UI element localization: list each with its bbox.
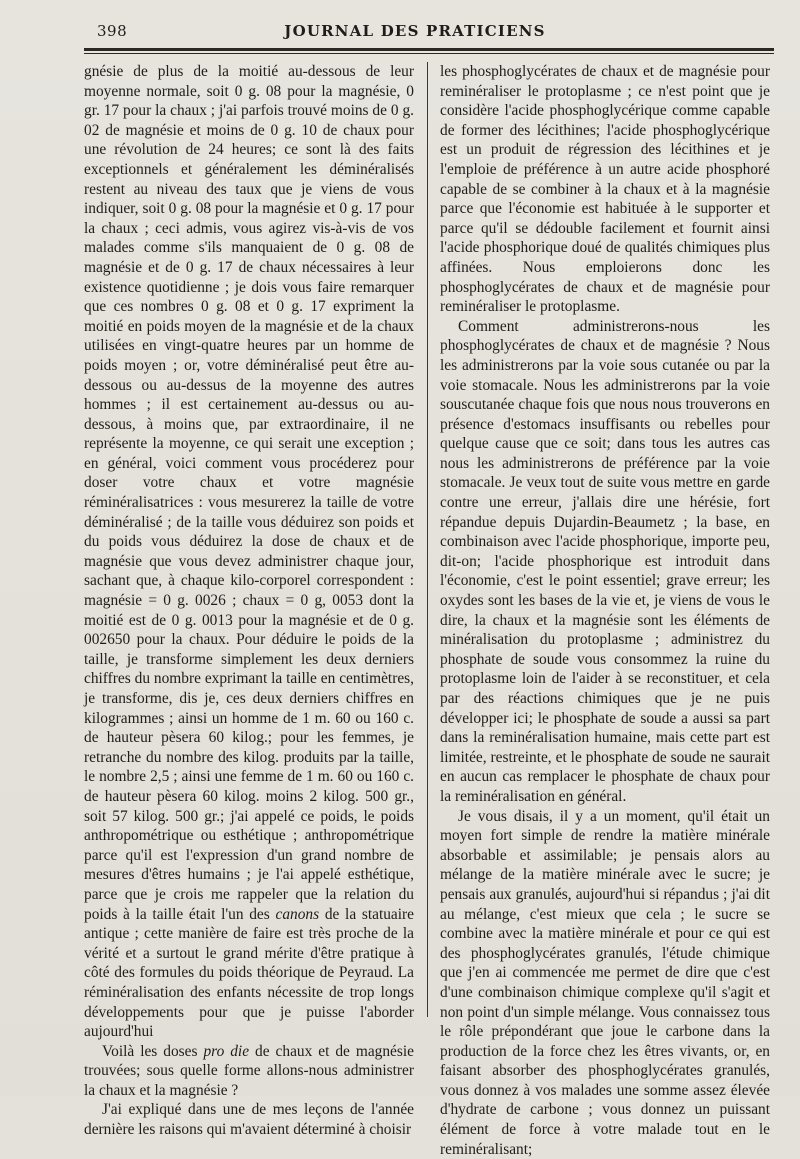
header-rule-thick — [84, 48, 774, 51]
right-paragraph-2: Comment administrerons-nous les phosphoglycérates de chaux et de magnésie ? Nous les administrerons par la voie sous cutanée ou par la voie stomacale. Nous les administrerons par la voie souscutanée chaque fois que nous nous trouverons en présence d'estomacs insuffisants ou rebelles pour quelque cause que ce soit; dans tous les autres cas nous les administrerons de préférence par la voie stomacale. Je veux tout de suite vous mettre en garde contre une erreur, j'allais dire une hérésie, fort répandue depuis Dujardin-Beaumetz ; la base, en combinaison avec l'acide phosphorique, importe peu, dit-on; l'acide phosphorique est introduit dans l'économie, c'est le point essentiel; grave erreur; les oxydes sont les bases de la vie et, je viens de vous le dire, la chaux et la magnésie sont les éléments de minéralisation du protoplasme ; administrez du phosphate de soude vous consommez la ruine du protoplasme loin de l'aider à se reconstituer, et cela par des réactions chimiques que je ne puis développer ici; le phosphate de soude a aussi sa part dans la reminéralisation humaine, mais cette part est limitée, restreinte, et le phosphate de soude ne saurait en aucun cas remplacer le phosphate de chaux pour la reminéralisation en général. — [440, 317, 770, 805]
left-p1-emphasis: canons — [275, 905, 320, 923]
left-p2-emphasis: pro die — [203, 1042, 250, 1060]
page-header — [0, 18, 800, 48]
right-paragraph-1: les phosphoglycérates de chaux et de magnésie pour reminéraliser le protoplasme ; ce n'est point que je considère l'acide phosphoglycérique comme capable de former des lécithines; l'acide phosphoglycérique est un produit de régression des lécithines et je l'emploie de préférence à un autre acide phosphoré capable de se combiner à la chaux et à la magnésie parce que l'économie est habituée à le supporter et parce qu'il se dédouble facilement et fournit ainsi l'acide phosphorique doué de qualités chimiques plus affinées. Nous emploierons donc les phosphoglycérates de chaux et de magnésie pour reminéraliser le protoplasme. — [440, 63, 770, 316]
left-paragraph-1 — [84, 62, 414, 1042]
left-paragraph-3: J'ai expliqué dans une de mes leçons de l'année dernière les raisons qui m'avaient déterminé à choisir — [84, 1101, 414, 1139]
left-column — [84, 62, 414, 1139]
page-number: 398 — [97, 22, 128, 40]
header-rule-thin — [84, 53, 774, 54]
right-column — [440, 62, 770, 1158]
left-p1-text: gnésie de plus de la moitié au-dessous de leur moyenne normale, soit 0 g. 08 pour la magnésie, 0 gr. 17 pour la chaux ; j'ai parfois trouvé moins de 0 g. 02 de magnésie et moins de 0 g. 10 de chaux pour une révolution de 24 heures; ce sont là des faits exceptionnels et généralement les déminéralisés restent au niveau des taux que je viens de vous indiquer, soit 0 g. 08 pour la magnésie et 0 g. 17 pour la chaux ; ceci admis, vous agirez vis-à-vis de vos malades comme s'ils manquaient de 0 g. 08 de magnésie et de 0 g. 17 de chaux nécessaires à leur existence quotidienne ; je dois vous faire remarquer que ces nombres 0 g. 08 et 0 g. 17 expriment la moitié en poids moyen de la magnésie et de la chaux utilisées en vingt-quatre heures par un homme de poids moyen ; or, votre déminéralisé peut être au-dessous ou au-dessus de la moyenne des autres hommes ; il est certainement au-dessus ou au-dessous, à moins que, par extraordinaire, il ne représente la moyenne, ce qui serait une exception ; en général, voici comment vous procéderez pour doser votre chaux et votre magnésie réminéralisatrices : vous mesurerez la taille de votre déminéralisé ; de la taille vous déduirez son poids et du poids vous déduirez la dose de chaux et de magnésie que vous devez administrer chaque jour, sachant que, à chaque kilo-corporel correspondent : magnésie = 0 g. 0026 ; chaux = 0 g, 0053 dont la moitié est de 0 g. 0013 pour la magnésie et de 0 g. 002650 pour la chaux. Pour déduire le poids de la taille, je transforme simplement les deux derniers chiffres du nombre exprimant la taille en centimètres, je transforme, dis je, ces deux derniers chiffres en kilogrammes ; ainsi un homme de 1 m. 60 ou 160 c. de hauteur pèsera 60 kilog.; pour les femmes, je retranche du nombre des kilog. produits par la taille, le nombre 2,5 ; ainsi une femme de 1 m. 60 ou 160 c. de hauteur pèsera 60 kilog. moins 2 kilog. 500 gr., soit 57 kilog. 500 gr.; j'ai appelé ce poids, le poids anthropométrique ou esthétique ; anthropométrique parce qu'il est l'expression d'un grand nombre de mesures d'êtres humains ; je l'ai appelé esthétique, parce que je crois me rappeler que la relation du poids à la taille était l'un des — [84, 63, 414, 923]
right-paragraph-3: Je vous disais, il y a un moment, qu'il était un moyen fort simple de rendre la matière minérale absorbable et assimilable; je pensais alors au mélange de la matière minérale avec le sucre; je pensais aux granulés, aujourd'hui si répandus ; j'ai dit au mélange, c'est mieux que cela ; le sucre se combine avec la matière minérale et pour ce qui est des phosphoglycérates granulés, l'étude chimique que j'en ai commencée me permet de dire que c'est d'une combinaison chimique complexe qu'il s'agit et non point d'un simple mélange. Vous connaissez tous le rôle prépondérant que joue le carbone dans la production de la force chez les êtres vivants, or, en faisant absorber des phosphoglycérates granulés, vous donnez à vos malades une somme assez élevée d'hydrate de carbone ; vous donnez un puissant élément de force à votre malade tout en le reminéralisant; — [440, 807, 770, 1158]
left-p2-start-text: Voilà les doses — [102, 1042, 198, 1060]
column-divider — [427, 62, 428, 1017]
running-title: JOURNAL DES PRATICIENS — [284, 22, 546, 40]
left-p1-end-text: de la statuaire antique ; cette manière de faire est très proche de la vérité et a surtout le grand mérite d'être pratique à côté des formules du poids théorique de Peyraud. La réminéralisation des enfants nécessite de trop longs développements pour que je puisse l'aborder aujourd'hui — [84, 905, 414, 1041]
left-paragraph-2 — [84, 1042, 414, 1101]
left-p2-end-text: de chaux et de magnésie trouvées; sous quelle forme allons-nous administrer la chaux et la magnésie ? — [84, 1042, 414, 1099]
